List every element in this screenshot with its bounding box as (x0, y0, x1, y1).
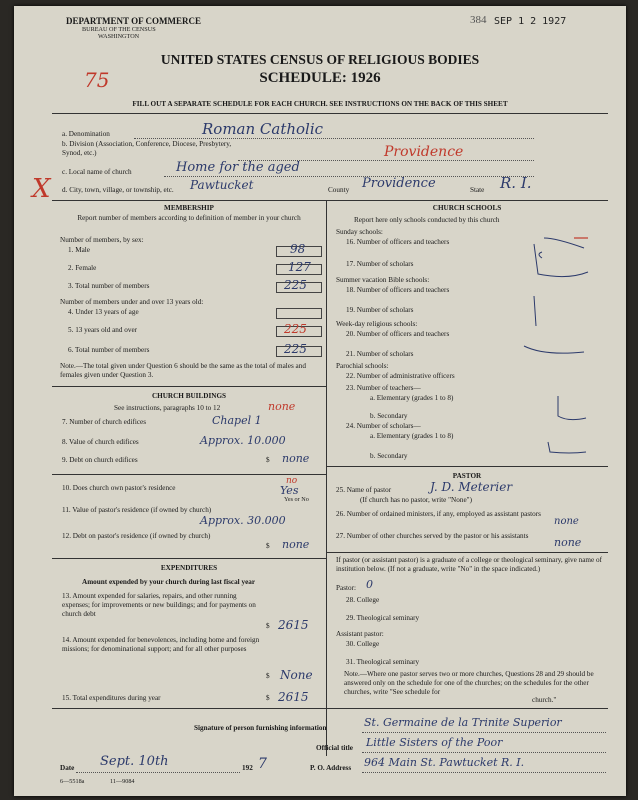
sunday-scholars-label: 17. Number of scholars (346, 260, 414, 268)
weekday-schools-label: Week-day religious schools: (336, 320, 418, 328)
benevolences-label: 14. Amount expended for benevolences, including home and foreign missions; for denominational support; and for all other purposes (62, 636, 260, 653)
edifice-value-value: Approx. 10.000 (200, 434, 286, 447)
over-13-value: 225 (284, 322, 307, 336)
residence-debt-dollar: $ (266, 542, 270, 550)
pastor-heading: PASTOR (452, 472, 482, 480)
bureau-city: WASHINGTON (98, 33, 140, 40)
graduate-note: If pastor (or assistant pastor) is a graduate of a college or theological seminary, give name of institution below. (If not a graduate, write "No" in the space indicated.) (336, 556, 602, 573)
official-title-label: Official title (316, 744, 353, 752)
pastor-name-value: J. D. Meterier (430, 480, 513, 494)
edifice-debt-label: 9. Debt on church edifices (62, 456, 138, 464)
assistant-pastors-value: none (554, 516, 579, 527)
signature-label: Signature of person furnishing information (194, 724, 327, 732)
local-name-value: Home for the aged (176, 160, 300, 175)
pastor-education-label: Pastor: (336, 584, 356, 592)
membership-intro: Report number of members according to definition of member in your church (77, 214, 301, 222)
signature-value: St. Germaine de la Trinite Superior (364, 716, 562, 729)
membership-note: Note.—The total given under Question 6 should be the same as the total of males and females given under Question 3. (60, 362, 306, 379)
female-label: 2. Female (68, 264, 97, 272)
pastor-residence-value: Yes (280, 484, 299, 497)
sunday-officers-label: 16. Number of officers and teachers (346, 238, 450, 246)
male-label: 1. Male (68, 246, 90, 254)
running-expenses-label: 13. Amount expended for salaries, repairs, and other running expenses; for improvements or new buildings; and for payments on church debt (62, 592, 256, 618)
department-name: DEPARTMENT OF COMMERCE (66, 16, 202, 26)
teachers-secondary-label: b. Secondary (370, 412, 408, 420)
pastor-none-note: (If church has no pastor, write "None") (360, 496, 472, 504)
pastor-college-label: 28. College (346, 596, 380, 604)
stamp-number: 384 (470, 14, 487, 26)
margin-number: 75 (84, 68, 110, 92)
buildings-intro: See instructions, paragraphs 10 to 12 (114, 404, 221, 412)
female-value: 127 (288, 260, 311, 274)
pastor-name-label: 25. Name of pastor (336, 486, 392, 494)
parochial-schools-label: Parochial schools: (336, 362, 389, 370)
pastor-education-value: 0 (366, 578, 373, 591)
total-by-age-label: 6. Total number of members (68, 346, 150, 354)
form-title: UNITED STATES CENSUS OF RELIGIOUS BODIES (160, 52, 480, 67)
form-code: 6—5518a (60, 778, 85, 785)
sunday-schools-label: Sunday schools: (336, 228, 383, 236)
denomination-label: a. Denomination (62, 130, 110, 138)
residence-value-value: Approx. 30.000 (200, 514, 286, 527)
city-value: Pawtucket (190, 178, 254, 192)
state-label: State (470, 186, 485, 194)
under-13-label: 4. Under 13 years of age (68, 308, 139, 316)
pastor-seminary-label: 29. Theological seminary (346, 614, 420, 622)
total-by-age-value: 225 (284, 342, 307, 356)
division-value: Providence (384, 144, 464, 160)
parochial-scholars-label: 24. Number of scholars— (346, 422, 421, 430)
yes-no-hint: Yes or No (284, 496, 309, 503)
running-expenses-value: 2615 (278, 618, 309, 632)
scholars-elementary-label: a. Elementary (grades 1 to 8) (370, 432, 454, 440)
print-code: 11—9084 (110, 778, 135, 785)
benevolences-value: None (280, 668, 313, 682)
total-expenditures-value: 2615 (278, 690, 309, 704)
edifice-value-label: 8. Value of church edifices (62, 438, 139, 446)
residence-value-label: 11. Value of pastor's residence (if owned by church) (62, 506, 212, 514)
form-instruction: FILL OUT A SEPARATE SCHEDULE FOR EACH CHURCH. SEE INSTRUCTIONS ON THE BACK OF THIS SHEET (132, 100, 508, 108)
buildings-heading: CHURCH BUILDINGS (151, 392, 227, 400)
residence-debt-label: 12. Debt on pastor's residence (if owned by church) (62, 532, 211, 540)
address-value: 964 Main St. Pawtucket R. I. (364, 756, 525, 769)
pastor-residence-label: 10. Does church own pastor's residence (62, 484, 176, 492)
schools-heading: CHURCH SCHOOLS (432, 204, 502, 212)
official-title-value: Little Sisters of the Poor (366, 736, 503, 749)
expenditures-heading: EXPENDITURES (160, 564, 218, 572)
buildings-intro-value: none (268, 400, 296, 413)
denomination-value: Roman Catholic (202, 120, 324, 138)
red-check-mark: X (32, 174, 51, 204)
form-subtitle: SCHEDULE: 1926 (259, 70, 381, 86)
edifice-count-value: Chapel 1 (212, 414, 262, 427)
benevolences-dollar: $ (266, 672, 270, 680)
other-churches-label: 27. Number of other churches served by the pastor or his assistants (336, 532, 529, 540)
vacation-schools-label: Summer vacation Bible schools: (336, 276, 430, 284)
total-members-value: 225 (284, 278, 307, 292)
over-13-label: 5. 13 years old and over (68, 326, 138, 334)
edifice-debt-value: none (282, 452, 310, 465)
received-date-stamp: SEP 1 2 1927 (494, 16, 567, 27)
division-label: b. Division (Association, Conference, Diocese, Presbytery, Synod, etc.) (62, 140, 232, 157)
edifice-count-label: 7. Number of church edifices (62, 418, 147, 426)
census-schedule-sheet (14, 6, 626, 796)
parochial-admin-label: 22. Number of administrative officers (346, 372, 455, 380)
year-prefix: 192 (242, 764, 253, 772)
date-label: Date (60, 764, 75, 772)
assistant-college-label: 30. College (346, 640, 380, 648)
state-value: R. I. (500, 174, 532, 192)
other-churches-value: none (554, 536, 582, 549)
age-group-label: Number of members under and over 13 years old: (60, 298, 204, 306)
running-expenses-dollar: $ (266, 622, 270, 630)
empty-answer-strokes (514, 226, 594, 466)
total-expenditures-dollar: $ (266, 694, 270, 702)
county-label: County (328, 186, 350, 194)
edifice-debt-dollar: $ (266, 456, 270, 464)
date-value: Sept. 10th (100, 754, 169, 769)
parochial-teachers-label: 23. Number of teachers— (346, 384, 421, 392)
local-name-label: c. Local name of church (62, 168, 132, 176)
county-value: Providence (362, 176, 436, 191)
residence-debt-value: none (282, 538, 310, 551)
pastor-final-note-end: church." (532, 696, 557, 704)
address-label: P. O. Address (310, 764, 352, 772)
assistant-seminary-label: 31. Theological seminary (346, 658, 420, 666)
members-by-sex-label: Number of members, by sex: (60, 236, 144, 244)
teachers-elementary-label: a. Elementary (grades 1 to 8) (370, 394, 454, 402)
year-value: 7 (258, 756, 267, 772)
total-members-label: 3. Total number of members (68, 282, 150, 290)
total-expenditures-label: 15. Total expenditures during year (62, 694, 161, 702)
pastor-final-note: Note.—Where one pastor serves two or more churches, Questions 28 and 29 should be answered only on the schedule for one of the churches; on the schedules for the other churches, write "See schedule for (344, 670, 594, 696)
weekday-officers-label: 20. Number of officers and teachers (346, 330, 450, 338)
weekday-scholars-label: 21. Number of scholars (346, 350, 414, 358)
assistant-pastors-label: 26. Number of ordained ministers, if any, employed as assistant pastors (336, 510, 541, 518)
schools-intro: Report here only schools conducted by this church (354, 216, 500, 224)
city-label: d. City, town, village, or township, etc. (62, 186, 174, 194)
male-value: 98 (290, 242, 306, 256)
pastor-residence-correction: no (286, 476, 298, 486)
expenditures-intro: Amount expended by your church during last fiscal year (82, 578, 256, 586)
vacation-officers-label: 18. Number of officers and teachers (346, 286, 450, 294)
scholars-secondary-label: b. Secondary (370, 452, 408, 460)
bureau-name: BUREAU OF THE CENSUS (82, 26, 156, 33)
assistant-education-label: Assistant pastor: (336, 630, 384, 638)
vacation-scholars-label: 19. Number of scholars (346, 306, 414, 314)
membership-heading: MEMBERSHIP (164, 204, 214, 212)
